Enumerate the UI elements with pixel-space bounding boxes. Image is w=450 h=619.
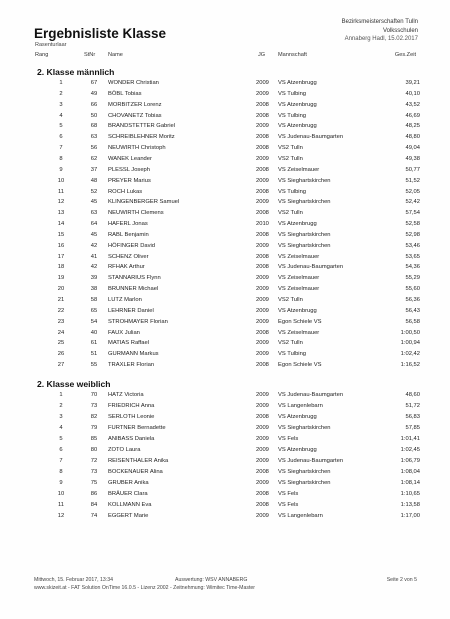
cell-stnr: 38 [90, 286, 98, 293]
table-row [0, 403, 450, 414]
table-row [0, 243, 450, 254]
table-row [0, 210, 450, 221]
cell-stnr: 48 [90, 177, 98, 184]
table-row [0, 286, 450, 297]
table-row [0, 80, 450, 91]
page-title: Ergebnisliste Klasse [34, 26, 167, 41]
cell-jg: 2008 [256, 253, 269, 260]
cell-time: 1:00,50 [400, 329, 420, 336]
cell-jg: 2009 [256, 436, 269, 442]
table-row [0, 123, 450, 134]
cell-team: VS Atzenbrugg [278, 221, 317, 228]
cell-time: 1:08,04 [400, 469, 420, 475]
cell-rang: 5 [59, 436, 63, 442]
cell-team: VS Sieghartskirchen [278, 480, 331, 486]
cell-jg: 2009 [256, 513, 269, 519]
table-row [0, 254, 450, 265]
cell-stnr: 73 [90, 403, 98, 409]
cell-rang: 6 [59, 447, 63, 453]
cell-stnr: 54 [90, 318, 98, 325]
table-row [0, 134, 450, 145]
cell-time: 48,80 [405, 134, 420, 141]
cell-team: VS Atzenbrugg [278, 80, 317, 86]
cell-stnr: 41 [90, 253, 98, 260]
table-row [0, 447, 450, 458]
cell-stnr: 75 [90, 480, 98, 486]
cell-rang: 24 [57, 329, 65, 336]
cell-stnr: 72 [90, 458, 98, 464]
cell-stnr: 56 [90, 145, 98, 152]
cell-name: GRUBER Anika [108, 480, 149, 486]
cell-rang: 17 [57, 253, 65, 260]
cell-jg: 2008 [256, 491, 269, 497]
table-row [0, 145, 450, 156]
cell-rang: 7 [59, 145, 63, 152]
cell-rang: 8 [59, 469, 63, 475]
cell-team: VS Zeiselmauer [278, 253, 320, 260]
col-stnr: StNr [84, 52, 96, 58]
cell-team: VS Fels [278, 491, 299, 497]
column-header [0, 52, 450, 62]
cell-team: VS Atzenbrugg [278, 307, 317, 314]
cell-team: VS Atzenbrugg [278, 414, 317, 420]
cell-stnr: 68 [90, 123, 98, 130]
cell-stnr: 74 [90, 513, 98, 519]
cell-rang: 16 [57, 242, 65, 249]
cell-name: EGGERT Marie [108, 513, 149, 519]
cell-name: HÖFINGER David [108, 242, 156, 249]
cell-time: 50,77 [405, 166, 420, 173]
table-row [0, 113, 450, 124]
footer-print-date: Mittwoch, 15. Februar 2017, 13:34 [34, 577, 114, 583]
cell-team: VS2 Tulln [278, 210, 303, 217]
cell-rang: 1 [59, 392, 63, 398]
cell-rang: 4 [59, 425, 63, 431]
table-row [0, 480, 450, 491]
cell-name: ANIBASS Daniela [108, 436, 155, 442]
cell-jg: 2009 [256, 90, 269, 97]
table-row [0, 275, 450, 286]
table-row [0, 232, 450, 243]
cell-time: 57,54 [405, 210, 420, 217]
cell-time: 51,72 [405, 403, 420, 409]
table-row [0, 436, 450, 447]
cell-stnr: 70 [90, 392, 98, 398]
cell-team: VS Atzenbrugg [278, 123, 317, 130]
cell-rang: 9 [59, 166, 63, 173]
cell-name: SERLOTH Leonie [108, 414, 155, 420]
cell-rang: 6 [59, 134, 63, 141]
cell-jg: 2009 [256, 340, 269, 347]
footer-organizer: Auswertung: WSV ANNABERG [175, 577, 248, 583]
cell-name: HATZ Victoria [108, 392, 144, 398]
cell-team: VS Judenau-Baumgarten [278, 392, 344, 398]
cell-team: VS Sieghartskirchen [278, 469, 331, 475]
cell-stnr: 50 [90, 112, 98, 119]
cell-stnr: 37 [90, 166, 98, 173]
cell-time: 49,04 [405, 145, 420, 152]
cell-rang: 8 [59, 155, 63, 162]
cell-rang: 7 [59, 458, 63, 464]
cell-team: VS Fels [278, 502, 299, 508]
cell-jg: 2009 [256, 286, 269, 293]
cell-team: VS Atzenbrugg [278, 447, 317, 453]
cell-name: FAUX Julian [108, 329, 140, 336]
table-row [0, 330, 450, 341]
table-row [0, 491, 450, 502]
cell-time: 54,36 [405, 264, 420, 271]
cell-jg: 2008 [256, 166, 269, 173]
cell-stnr: 42 [90, 264, 98, 271]
page-footer [0, 577, 450, 597]
cell-time: 1:02,45 [400, 447, 420, 453]
cell-jg: 2008 [256, 101, 269, 108]
cell-jg: 2009 [256, 177, 269, 184]
cell-name: KLINGENBERGER Samuel [108, 199, 180, 206]
cell-jg: 2009 [256, 80, 269, 86]
col-rang: Rang [35, 52, 49, 58]
cell-team: VS Sieghartskirchen [278, 242, 331, 249]
cell-name: SCHREIBLEHNER Moritz [108, 134, 175, 141]
cell-rang: 12 [57, 513, 65, 519]
cell-jg: 2009 [256, 155, 269, 162]
table-row [0, 425, 450, 436]
cell-jg: 2009 [256, 425, 269, 431]
cell-rang: 3 [59, 414, 63, 420]
cell-time: 1:00,94 [400, 340, 420, 347]
cell-jg: 2008 [256, 112, 269, 119]
cell-name: NEUWIRTH Clemens [108, 210, 164, 217]
cell-jg: 2008 [256, 502, 269, 508]
cell-team: VS Judenau-Baumgarten [278, 134, 344, 141]
cell-stnr: 45 [90, 231, 98, 238]
cell-name: TRAXLER Florian [108, 362, 155, 369]
cell-name: BÖBL Tobias [108, 90, 142, 97]
cell-team: VS Atzenbrugg [278, 101, 317, 108]
cell-jg: 2008 [256, 264, 269, 271]
cell-name: FURTNER Bernadette [108, 425, 166, 431]
table-row [0, 351, 450, 362]
cell-jg: 2008 [256, 188, 269, 195]
cell-jg: 2008 [256, 329, 269, 336]
cell-name: CHOVANETZ Tobias [108, 112, 162, 119]
cell-jg: 2009 [256, 318, 269, 325]
cell-team: VS Zeiselmauer [278, 275, 320, 282]
cell-stnr: 67 [90, 80, 98, 86]
cell-jg: 2009 [256, 307, 269, 314]
cell-rang: 25 [57, 340, 65, 347]
cell-name: STROHMAYER Florian [108, 318, 168, 325]
cell-name: KOLLMANN Eva [108, 502, 152, 508]
cell-jg: 2009 [256, 297, 269, 303]
cell-stnr: 55 [90, 362, 98, 369]
cell-name: BRANDSTETTER Gabriel [108, 123, 175, 130]
cell-team: Egon Schiele VS [278, 362, 322, 369]
cell-jg: 2009 [256, 275, 269, 282]
cell-name: MORBITZER Lorenz [108, 101, 162, 108]
cell-name: GURMANN Markus [108, 351, 159, 358]
cell-team: VS Tulbing [278, 351, 307, 358]
table-row [0, 308, 450, 319]
cell-name: LUTZ Marlon [108, 297, 142, 303]
table-row [0, 167, 450, 178]
cell-team: VS Tulbing [278, 90, 307, 97]
table-row [0, 469, 450, 480]
cell-name: STANNARIUS Flynn [108, 275, 161, 282]
cell-time: 53,46 [405, 242, 420, 249]
table-row [0, 340, 450, 351]
event-name: Bezirksmeisterschaften Tulln [341, 19, 418, 25]
cell-jg: 2009 [256, 480, 269, 486]
table-row [0, 513, 450, 524]
cell-jg: 2009 [256, 447, 269, 453]
cell-time: 1:06,79 [400, 458, 420, 464]
cell-name: MATIAS Raffael [108, 340, 150, 347]
table-row [0, 156, 450, 167]
cell-time: 51,52 [405, 177, 420, 184]
table-row [0, 362, 450, 373]
cell-time: 48,25 [405, 123, 420, 130]
cell-team: VS Zeiselmauer [278, 329, 320, 336]
cell-time: 48,60 [405, 392, 420, 398]
cell-time: 53,65 [405, 253, 420, 260]
cell-team: VS Tulbing [278, 112, 307, 119]
cell-time: 52,42 [405, 199, 420, 206]
cell-stnr: 80 [90, 447, 98, 453]
cell-jg: 2009 [256, 392, 269, 398]
cell-time: 55,60 [405, 286, 420, 293]
table-row [0, 502, 450, 513]
cell-jg: 2009 [256, 403, 269, 409]
cell-rang: 4 [59, 112, 63, 119]
table-row [0, 91, 450, 102]
cell-team: VS Zeiselmauer [278, 166, 320, 173]
table-row [0, 414, 450, 425]
cell-stnr: 40 [90, 329, 98, 336]
cell-stnr: 52 [90, 188, 98, 195]
cell-jg: 2008 [256, 231, 269, 238]
cell-name: LEHRNER Daniel [108, 307, 154, 314]
cell-stnr: 86 [90, 491, 98, 497]
cell-time: 52,98 [405, 231, 420, 238]
cell-time: 57,85 [405, 425, 420, 431]
cell-rang: 18 [57, 264, 65, 271]
cell-name: WONDER Christian [108, 80, 159, 86]
cell-name: WANEK Leander [108, 155, 152, 162]
cell-time: 1:01,41 [400, 436, 420, 442]
cell-stnr: 51 [90, 351, 98, 358]
cell-time: 1:10,65 [400, 491, 420, 497]
cell-name: BRÄUER Clara [108, 491, 148, 497]
cell-team: VS Tulbing [278, 188, 307, 195]
cell-jg: 2008 [256, 414, 269, 420]
cell-stnr: 63 [90, 210, 98, 217]
cell-rang: 9 [59, 480, 63, 486]
cell-time: 56,36 [405, 297, 420, 303]
cell-jg: 2009 [256, 123, 269, 130]
table-row [0, 199, 450, 210]
cell-jg: 2008 [256, 362, 269, 369]
cell-team: VS Judenau-Baumgarten [278, 458, 344, 464]
footer-credit: www.skizeit.at - FAT Solution OnTime 16.0.5 - Lizenz 2002 - Zeitnehmung: Wimitec Time-Master [34, 585, 256, 591]
table-row [0, 392, 450, 403]
cell-name: PREYER Marius [108, 177, 151, 184]
cell-team: VS Fels [278, 436, 299, 442]
footer-page-number: Seite 2 von 5 [386, 577, 417, 583]
cell-team: VS2 Tulln [278, 297, 303, 303]
cell-jg: 2009 [256, 199, 269, 206]
cell-team: VS Judenau-Baumgarten [278, 264, 344, 271]
cell-name: RFHAK Arthur [108, 264, 145, 271]
cell-stnr: 62 [90, 155, 98, 162]
col-name: Name [108, 52, 123, 58]
table-row [0, 297, 450, 308]
cell-stnr: 85 [90, 436, 98, 442]
cell-rang: 22 [57, 307, 65, 314]
cell-rang: 3 [59, 101, 63, 108]
cell-jg: 2008 [256, 210, 269, 217]
cell-rang: 10 [57, 177, 65, 184]
cell-time: 1:16,52 [400, 362, 420, 369]
cell-name: BOCKENAUER Alina [108, 469, 163, 475]
cell-rang: 13 [57, 210, 65, 217]
cell-team: VS2 Tulln [278, 340, 303, 347]
cell-stnr: 39 [90, 275, 98, 282]
cell-time: 39,21 [405, 80, 420, 86]
table-row [0, 319, 450, 330]
cell-time: 55,29 [405, 275, 420, 282]
table-row [0, 102, 450, 113]
cell-jg: 2009 [256, 242, 269, 249]
cell-rang: 11 [57, 188, 65, 195]
table-row [0, 221, 450, 232]
cell-rang: 2 [59, 403, 63, 409]
cell-name: BRUNNER Michael [108, 286, 159, 293]
cell-stnr: 64 [90, 221, 98, 228]
cell-time: 56,83 [405, 414, 420, 420]
cell-time: 52,05 [405, 188, 420, 195]
cell-jg: 2009 [256, 458, 269, 464]
cell-rang: 26 [57, 351, 65, 358]
cell-rang: 21 [57, 297, 65, 303]
cell-stnr: 82 [90, 414, 98, 420]
cell-time: 46,69 [405, 112, 420, 119]
col-team: Mannschaft [278, 52, 307, 58]
cell-name: REISENTHALER Anika [108, 458, 169, 464]
cell-stnr: 42 [90, 242, 98, 249]
cell-stnr: 63 [90, 134, 98, 141]
cell-stnr: 79 [90, 425, 98, 431]
cell-rang: 10 [57, 491, 65, 497]
cell-stnr: 66 [90, 101, 98, 108]
page-subtitle: Rasenturlaar [35, 42, 67, 48]
cell-team: VS2 Tulln [278, 145, 303, 152]
section-title: 2. Klasse weiblich [37, 379, 111, 389]
cell-team: VS Zeiselmauer [278, 286, 320, 293]
cell-rang: 23 [57, 318, 65, 325]
cell-stnr: 65 [90, 307, 98, 314]
cell-rang: 12 [57, 199, 65, 206]
cell-time: 1:17,00 [400, 513, 420, 519]
cell-jg: 2008 [256, 134, 269, 141]
cell-time: 52,58 [405, 221, 420, 228]
cell-stnr: 45 [90, 199, 98, 206]
cell-stnr: 49 [90, 90, 98, 97]
event-category: Volksschulen [382, 27, 418, 34]
cell-rang: 27 [57, 362, 65, 369]
cell-time: 1:13,58 [400, 502, 420, 508]
table-row [0, 178, 450, 189]
col-time: Ges.Zeit [394, 52, 416, 58]
cell-stnr: 84 [90, 502, 98, 508]
cell-team: VS Sieghartskirchen [278, 177, 331, 184]
cell-rang: 5 [59, 123, 63, 130]
cell-time: 56,43 [405, 307, 420, 314]
cell-name: RABL Benjamin [108, 231, 149, 238]
cell-stnr: 73 [90, 469, 98, 475]
cell-rang: 15 [57, 231, 65, 238]
cell-time: 43,52 [405, 101, 420, 108]
cell-name: SCHENZ Oliver [108, 253, 149, 260]
cell-team: VS Sieghartskirchen [278, 199, 331, 206]
cell-name: FRIEDRICH Anna [108, 403, 155, 409]
cell-name: ZOTO Laura [108, 447, 141, 453]
cell-team: Egon Schiele VS [278, 318, 322, 325]
cell-time: 40,10 [405, 90, 420, 97]
col-jg: JG [258, 52, 266, 58]
cell-rang: 11 [57, 502, 65, 508]
cell-name: ROCH Lukas [108, 188, 143, 195]
cell-name: NEUWIRTH Christoph [108, 145, 166, 152]
event-place-date: Annaberg Hadl, 15.02.2017 [344, 36, 418, 42]
cell-jg: 2009 [256, 351, 269, 358]
cell-rang: 1 [59, 80, 63, 86]
section-title: 2. Klasse männlich [37, 67, 115, 77]
cell-stnr: 61 [90, 340, 98, 347]
cell-rang: 14 [57, 221, 65, 228]
table-row [0, 458, 450, 469]
cell-jg: 2008 [256, 145, 269, 152]
cell-name: PLESSL Joseph [108, 166, 151, 173]
cell-jg: 2010 [256, 221, 269, 228]
cell-jg: 2008 [256, 469, 269, 475]
event-info [342, 18, 418, 44]
cell-rang: 2 [59, 90, 63, 97]
table-row [0, 189, 450, 200]
table-row [0, 264, 450, 275]
cell-time: 56,58 [405, 318, 420, 325]
cell-time: 1:08,14 [400, 480, 420, 486]
cell-team: VS Sieghartskirchen [278, 231, 331, 238]
cell-team: VS Langenlebarn [278, 513, 323, 519]
cell-team: VS2 Tulln [278, 155, 303, 162]
cell-team: VS Langenlebarn [278, 403, 323, 409]
cell-name: HAFERL Jonas [108, 221, 148, 228]
cell-team: VS Sieghartskirchen [278, 425, 331, 431]
cell-rang: 20 [57, 286, 65, 293]
cell-time: 1:02,42 [400, 351, 420, 358]
cell-rang: 19 [57, 275, 65, 282]
cell-stnr: 58 [90, 297, 98, 303]
cell-time: 49,38 [405, 155, 420, 162]
